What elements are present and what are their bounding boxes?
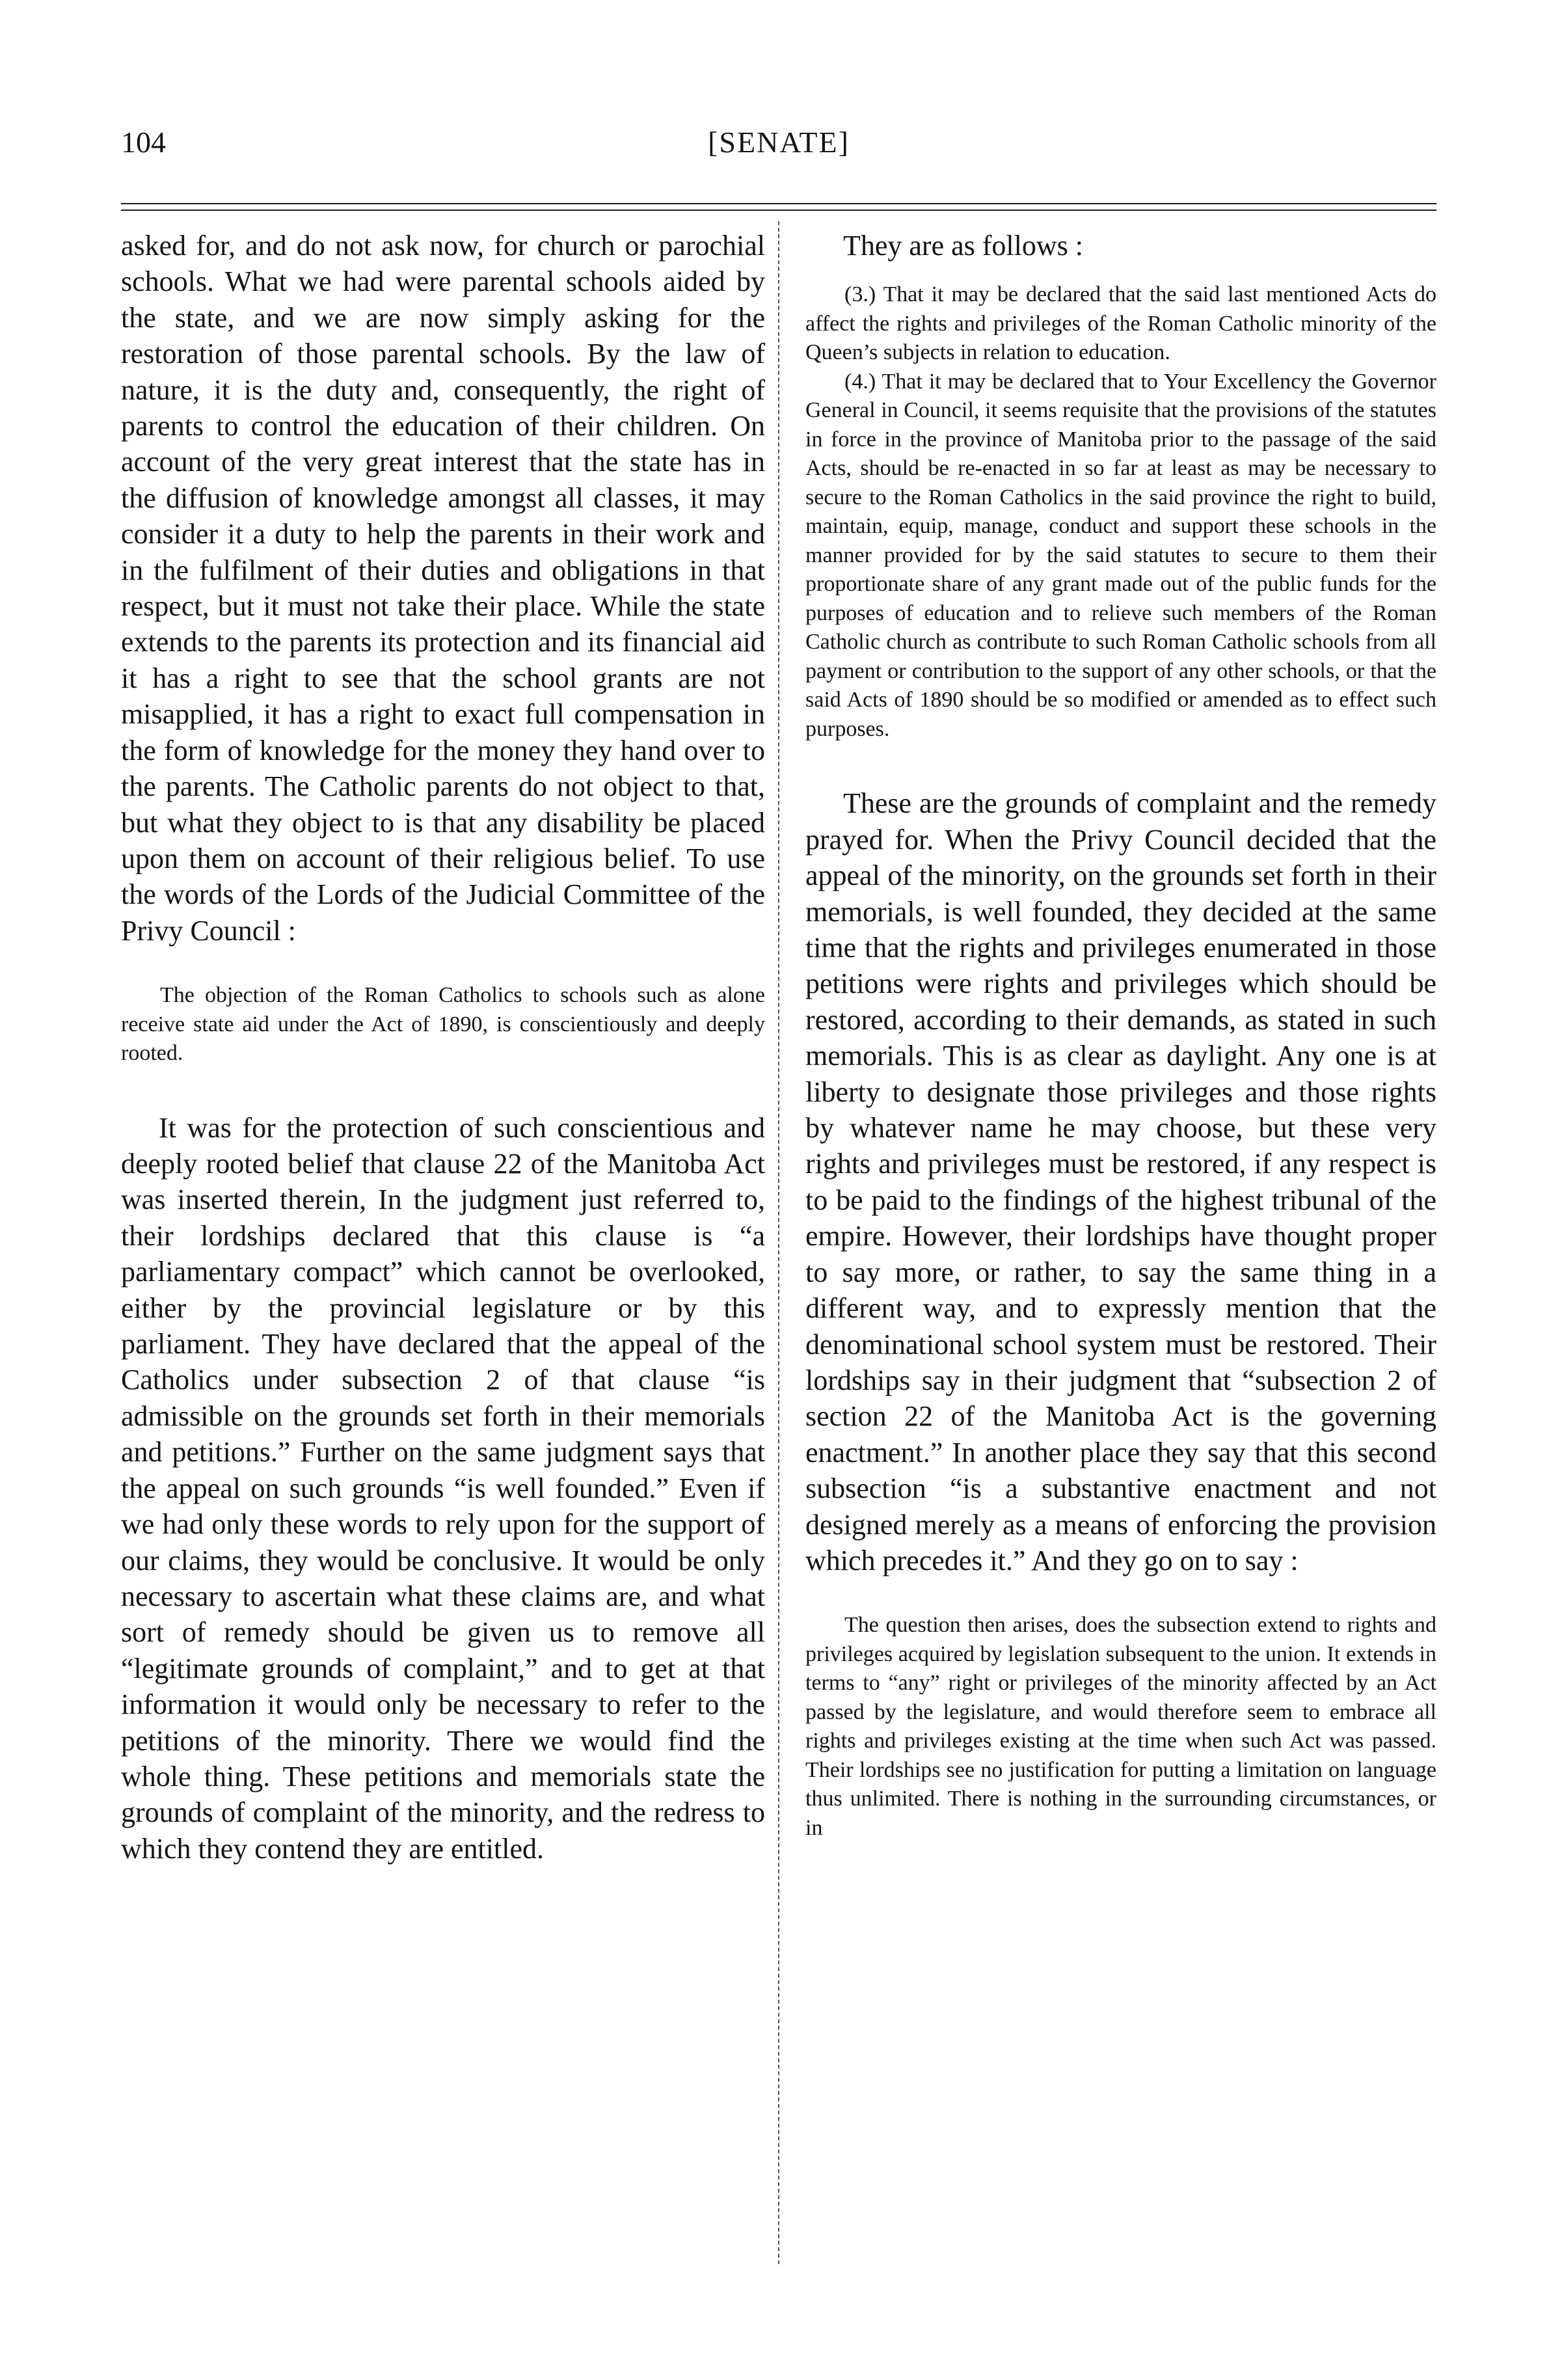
petition-item-3: (3.) That it may be declared that the said last mentioned Acts do affect the rights and privileges of the Roman Catholic minority of the Queen’s subjects in relation to education. (805, 282, 1436, 365)
right-quote-judgment: The question then arises, does the subsection extend to rights and privileges acquired by legislation subsequent to the union. It extends in terms to “any” right or privileges of the minority affected by an Act passed by the legislature, and would therefore seem to embrace all rights and privileges existing at the time when such Act was passed. Their lordships see no justification for putting a limitation on language thus unlimited. There is nothing in the surrounding circumstances, or in (805, 1613, 1436, 1840)
left-paragraph-1: asked for, and do not ask now, for church or parochial schools. What we had were parental schools aided by the state, and we are now simply asking for the restoration of those parental schools. By the law of nature, it is the duty and, consequently, the right of parents to control the education of their children. On account of the very great interest that the state has in the diffusion of knowledge amongst all classes, it may consider it a duty to help the parents in their work and in the fulfilment of their duties and obligations in that respect, but it must not take their place. While the state extends to the parents its protection and its financial aid it has a right to see that the school grants are not misapplied, it has a right to exact full compensation in the form of knowledge for the money they hand over to the parents. The Catholic parents do not object to that, but what they object to is that any disability be placed upon them on account of their religious belief. To use the words of the Lords of the Judicial Committee of the Privy Council : (121, 230, 765, 947)
running-head: [SENATE] (708, 126, 850, 159)
page-number: 104 (121, 126, 166, 159)
header-rule-top (121, 203, 1436, 204)
left-column (121, 228, 765, 1867)
left-quote-privy-council: The objection of the Roman Catholics to schools such as alone receive state aid under the Act of 1890, is conscientiously and deeply rooted. (121, 983, 765, 1066)
right-column (805, 228, 1436, 1843)
left-paragraph-2: It was for the protection of such conscientious and deeply rooted belief that clause 22 of the Manitoba Act was inserted therein, In the judgment just referred to, their lordships declared that this clause is “a parliamentary compact” which cannot be overlooked, either by the provincial legislature or by this parliament. They have declared that the appeal of the Catholics under subsection 2 of that clause “is admissible on the grounds set forth in their memorials and petitions.” Further on the same judgment says that the appeal on such grounds “is well founded.” Even if we had only these words to rely upon for the support of our claims, they would be conclusive. It would be only necessary to ascertain what these claims are, and what sort of remedy should be given us to remove all “legitimate grounds of complaint,” and to get at that information it would only be necessary to refer to the petitions of the minority. There we would find the whole thing. These petitions and memorials state the grounds of complaint of the minority, and the redress to which they contend they are entitled. (121, 1111, 765, 1865)
right-intro: They are as follows : (843, 230, 1083, 262)
right-paragraph-1: These are the grounds of complaint and the remedy prayed for. When the Privy Council decided that the appeal of the minority, on the grounds set forth in their memorials, is well founded, they decided at the same time that the rights and privileges enumerated in those petitions were rights and privileges which should be restored, according to their demands, as stated in such memorials. This is as clear as daylight. Any one is at liberty to designate those privileges and those rights by whatever name he may choose, but these very rights and privileges must be restored, if any respect is to be paid to the findings of the highest tribunal of the empire. However, their lordships have thought proper to say more, or rather, to say the same thing in a different way, and to expressly mention that the denominational school system must be restored. Their lordships say in their judgment that “subsection 2 of section 22 of the Manitoba Act is the governing enactment.” In another place they say that this second subsection “is a substantive enactment and not designed merely as a means of enforcing the provision which precedes it.” And they go on to say : (805, 787, 1436, 1576)
column-divider (778, 221, 779, 2264)
petition-item-4: (4.) That it may be declared that to Your Excellency the Governor General in Council, it seems requisite that the provisions of the statutes in force in the province of Manitoba prior to the passage of the said Acts, should be re-enacted in so far at least as may be necessary to secure to the Roman Catholics in the said province the right to build, maintain, equip, manage, conduct and support these schools in the manner provided for by the said statutes to secure to them their proportionate share of any grant made out of the public funds for the purposes of education and to relieve such members of the Roman Catholic church as contribute to such Roman Catholic schools from all payment or contribution to the support of any other schools, or that the said Acts of 1890 should be so modified or amended as to effect such purposes. (805, 369, 1436, 741)
page-header (121, 125, 1436, 170)
header-rule-bottom (121, 210, 1436, 211)
